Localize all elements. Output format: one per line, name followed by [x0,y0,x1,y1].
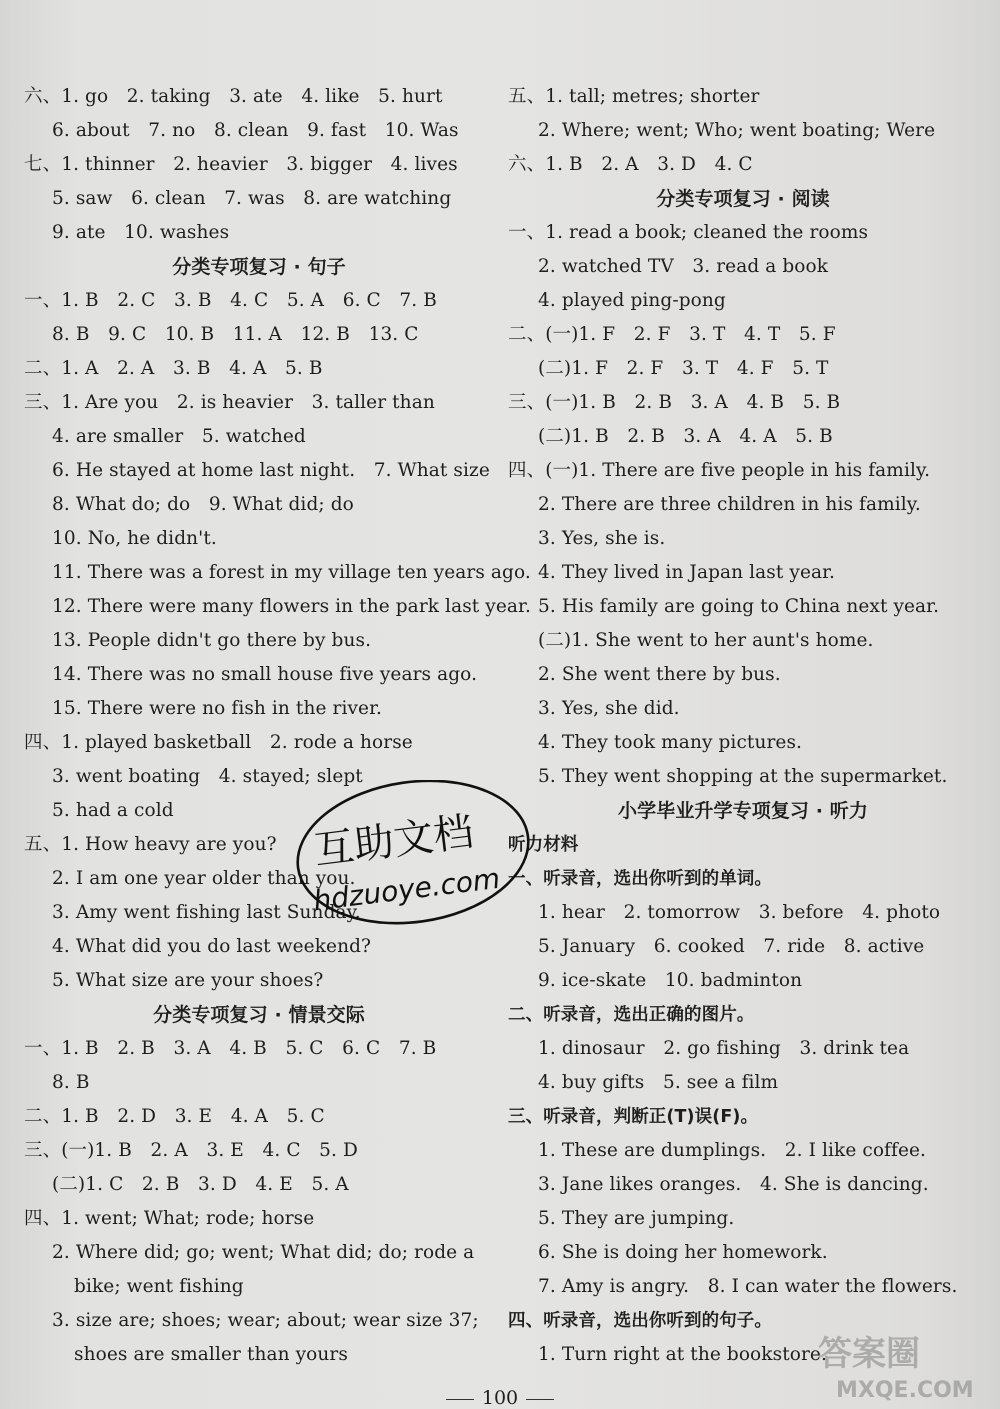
left-answer-line: 5. had a cold [52,800,174,821]
left-answer-line: 三、1. Are you 2. is heavier 3. taller than [24,392,435,413]
right-answer-line: 二、(一)1. F 2. F 3. T 4. T 5. F [508,324,836,345]
left-answer-line: 三、(一)1. B 2. A 3. E 4. C 5. D [24,1140,358,1161]
right-answer-line: (二)1. She went to her aunt's home. [538,630,874,651]
left-answer-line: 二、1. A 2. A 3. B 4. A 5. B [24,358,323,379]
left-column [24,80,531,1372]
left-answer-line: 12. There were many flowers in the park last year. [52,596,531,617]
right-answer-line: (二)1. B 2. B 3. A 4. A 5. B [538,426,833,447]
left-answer-line: 六、1. go 2. taking 3. ate 4. like 5. hurt [24,86,443,107]
left-answer-line: 4. are smaller 5. watched [52,426,306,447]
svg-text:答案圈: 答案圈 [818,1334,920,1374]
right-answer-line: 五、1. tall; metres; shorter [508,86,760,107]
left-section-heading: 分类专项复习 · 句子 [172,256,346,278]
left-answer-line: 四、1. played basketball 2. rode a horse [24,732,413,753]
left-answer-line: 5. What size are your shoes? [52,970,324,991]
footer-dash-right [526,1399,554,1400]
left-answer-line: 一、1. B 2. C 3. B 4. C 5. A 6. C 7. B [24,290,437,311]
right-answer-line: 5. They are jumping. [538,1208,735,1229]
right-answer-line: 4. buy gifts 5. see a film [538,1072,779,1093]
left-answer-line: 10. No, he didn't. [52,528,217,549]
right-answer-line: 3. Yes, she did. [538,698,680,719]
right-answer-line: 6. She is doing her homework. [538,1242,828,1263]
right-column [508,80,978,1372]
left-answer-line: 一、1. B 2. B 3. A 4. B 5. C 6. C 7. B [24,1038,437,1059]
left-answer-line: (二)1. C 2. B 3. D 4. E 5. A [52,1174,349,1195]
left-answer-line: 6. about 7. no 8. clean 9. fast 10. Was [52,120,459,141]
left-answer-line: 4. What did you do last weekend? [52,936,372,957]
right-answer-line: 4. They lived in Japan last year. [538,562,836,583]
left-section-heading: 分类专项复习 · 情景交际 [153,1004,365,1026]
right-answer-line: 六、1. B 2. A 3. D 4. C [508,154,753,175]
right-answer-line: 5. January 6. cooked 7. ride 8. active [538,936,925,957]
right-answer-line: 2. watched TV 3. read a book [538,256,829,277]
right-section-subheading: 听力材料 [508,835,579,855]
right-answer-line: 9. ice-skate 10. badminton [538,970,803,991]
right-section-subheading: 四、听录音，选出你听到的句子。 [508,1311,772,1331]
left-answer-line: bike; went fishing [74,1276,244,1297]
left-answer-line: 5. saw 6. clean 7. was 8. are watching [52,188,452,209]
left-answer-line: 6. He stayed at home last night. 7. What size [52,460,490,481]
svg-text:hdzuoye.com: hdzuoye.com [311,861,502,918]
right-answer-line: 1. hear 2. tomorrow 3. before 4. photo [538,902,941,923]
footer-dash-left [446,1399,474,1400]
left-answer-line: 14. There was no small house five years ago. [52,664,478,685]
right-answer-line: 3. Yes, she is. [538,528,666,549]
left-answer-line: 3. Amy went fishing last Sunday. [52,902,361,923]
left-answer-line: 8. B 9. C 10. B 11. A 12. B 13. C [52,324,419,345]
right-section-subheading: 一、听录音，选出你听到的单词。 [508,869,772,889]
svg-text:互助文档: 互助文档 [311,808,477,875]
right-section-heading: 小学毕业升学专项复习 · 听力 [618,800,868,822]
left-answer-line: 2. I am one year older than you. [52,868,356,889]
right-answer-line: 2. There are three children in his family. [538,494,921,515]
page-footer [0,1388,1000,1409]
right-answer-line: 5. His family are going to China next year. [538,596,940,617]
left-answer-line: 9. ate 10. washes [52,222,230,243]
left-answer-line: 七、1. thinner 2. heavier 3. bigger 4. lives [24,154,458,175]
left-answer-line: 五、1. How heavy are you? [24,834,277,855]
right-answer-line: (二)1. F 2. F 3. T 4. F 5. T [538,358,829,379]
right-answer-line: 4. played ping-pong [538,290,726,311]
right-answer-line: 5. They went shopping at the supermarket. [538,766,948,787]
left-answer-line: 8. What do; do 9. What did; do [52,494,354,515]
right-answer-line: 2. Where; went; Who; went boating; Were [538,120,936,141]
left-answer-line: 13. People didn't go there by bus. [52,630,372,651]
left-answer-line: 3. went boating 4. stayed; slept [52,766,363,787]
right-answer-line: 2. She went there by bus. [538,664,781,685]
left-answer-line: 二、1. B 2. D 3. E 4. A 5. C [24,1106,325,1127]
left-answer-line: 8. B [52,1072,90,1093]
right-answer-line: 一、1. read a book; cleaned the rooms [508,222,869,243]
left-answer-line: 四、1. went; What; rode; horse [24,1208,315,1229]
right-section-heading: 分类专项复习 · 阅读 [656,188,830,210]
right-answer-line: 1. Turn right at the bookstore. [538,1344,827,1365]
left-answer-line: 15. There were no fish in the river. [52,698,382,719]
left-answer-line: shoes are smaller than yours [74,1344,348,1365]
left-answer-line: 2. Where did; go; went; What did; do; rode a [52,1242,475,1263]
right-answer-line: 三、(一)1. B 2. B 3. A 4. B 5. B [508,392,841,413]
page-number: 100 [481,1387,519,1409]
svg-text:MXQE.COM: MXQE.COM [836,1378,974,1403]
right-section-subheading: 二、听录音，选出正确的图片。 [508,1005,755,1025]
right-answer-line: 4. They took many pictures. [538,732,803,753]
right-answer-line: 四、(一)1. There are five people in his family. [508,460,931,481]
right-answer-line: 7. Amy is angry. 8. I can water the flowers. [538,1276,958,1297]
left-answer-line: 11. There was a forest in my village ten years ago. [52,562,531,583]
right-answer-line: 3. Jane likes oranges. 4. She is dancing. [538,1174,929,1195]
left-answer-line: 3. size are; shoes; wear; about; wear size 37; [52,1310,479,1331]
right-answer-line: 1. These are dumplings. 2. I like coffee. [538,1140,927,1161]
right-section-subheading: 三、听录音，判断正(T)误(F)。 [508,1107,759,1127]
right-answer-line: 1. dinosaur 2. go fishing 3. drink tea [538,1038,910,1059]
